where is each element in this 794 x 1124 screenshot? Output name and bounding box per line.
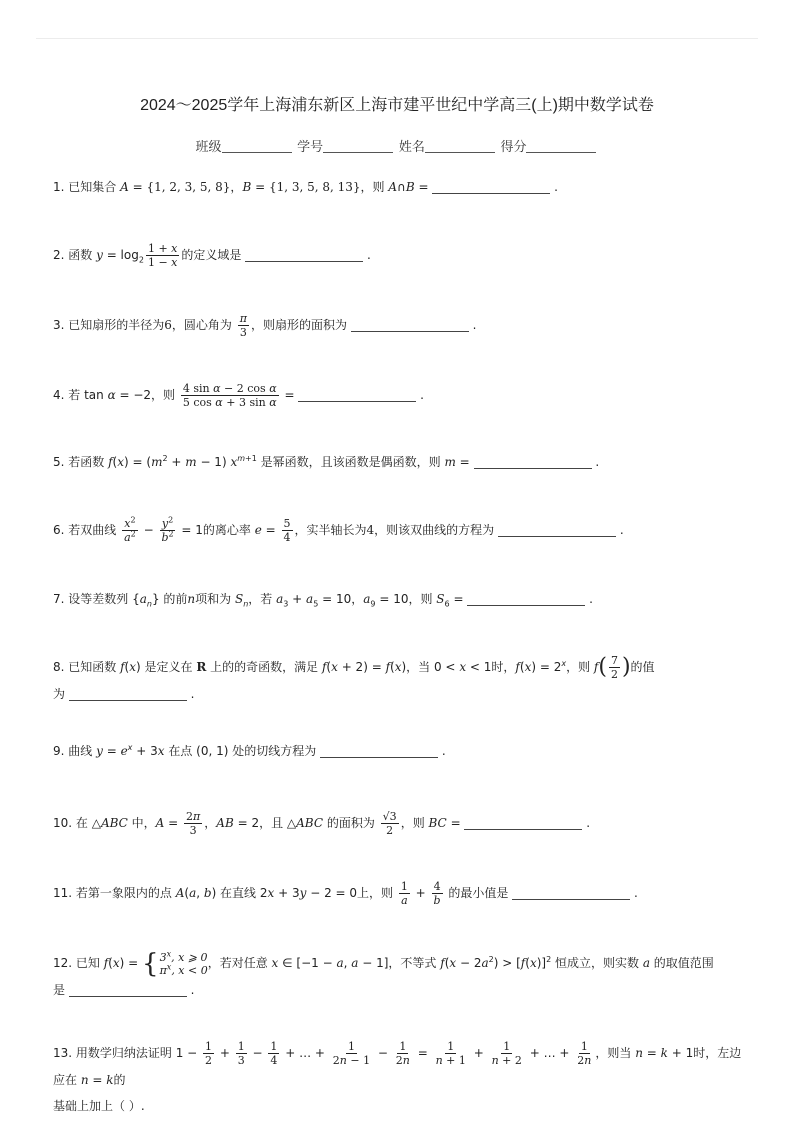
question-8: 8. 已知函数 f(x) 是定义在 R 上的的奇函数，满足 f(x + 2) = f(x)，当 0 < x < 1时，$f(x) = 2^x$，则 f( $\frac{7}{2}$ )的值 为 .	[53, 654, 655, 701]
score-blank[interactable]	[526, 140, 596, 153]
question-3: 3. 已知扇形的半径为6，圆心角为 $\frac{\pi}{3}$ ，则扇形的面积为 .	[53, 312, 477, 339]
question-11: 11. 若第一象限内的点 A(a, b) 在直线 2x + 3y − 2 = 0上，则 $\frac{1}{a}$ + $\frac{4}{b}$ 的最小值是 .	[53, 880, 638, 907]
name-blank[interactable]	[425, 140, 495, 153]
question-1: 1. 已知集合 A = {1, 2, 3, 5, 8}，B = {1, 3, 5, 8, 13}，则 A∩B = .	[53, 180, 558, 194]
score-label: 得分	[500, 139, 527, 154]
id-blank[interactable]	[323, 140, 393, 153]
header-rule	[36, 38, 758, 39]
student-info-line	[0, 136, 794, 155]
page-title: 2024～2025学年上海浦东新区上海市建平世纪中学高三(上)期中数学试卷	[140, 97, 654, 114]
class-blank[interactable]	[222, 140, 292, 153]
name-label: 姓名	[398, 139, 425, 154]
class-label: 班级	[195, 139, 222, 154]
question-6: 6. 若双曲线 $\frac{x^2}{a^2}$ − $\frac{y^2}{b^2}$ = 1的离心率 e = $\frac{5}{4}$ ，实半轴长为4，则该双曲线的方程为 .	[53, 515, 624, 544]
question-12: 12. 已知 f(x) = { 3$^x$, x ⩾ 0 $\pi^x$, x < 0 ，若对任意 x ∈ [−1 − a, a − 1]，不等式 $f(x - 2a^2) > [f(x)]^2$ 恒成立，则实数 a 的取值范围 是 .	[53, 948, 714, 997]
question-2: 2. 函数 $y = \log_2$ $\frac{1 + x}{1 - x}$ 的定义域是 .	[53, 242, 371, 269]
question-10: 10. 在 △ABC 中，A = $\frac{2\pi}{3}$ ，AB = 2，且 △ABC 的面积为 $\frac{√3}{2}$ ，则 BC = .	[53, 810, 591, 837]
question-9: 9. 曲线 $y = e^x + 3x$ 在点 (0, 1) 处的切线方程为 .	[53, 743, 446, 758]
question-5: 5. 若函数 $f(x) = (m^2 + m - 1)$ $x^{m+1}$ 是幂函数，且该函数是偶函数，则 m = .	[53, 454, 600, 469]
question-13: 13. 用数学归纳法证明 1 − $\frac{1}{2}$ + $\frac{1}{3}$ − $\frac{1}{4}$ + … + $\frac{1}{2n - 1}$ − $\frac{1}{2n}$ = $\frac{1}{n + 1}$ + $\frac{1}{n + 2}$ + … + $\frac{1}{2n}$ ，则当 n = k + 1时，左边应在 n = k的 基础上加上（ ）.	[53, 1040, 742, 1113]
question-7: 7. 设等差数列 $\{a_n\}$ 的前n项和为 $S_n$，若 $a_3 + a_5 = 10$，$a_9 = 10$，则 $S_6$ = .	[53, 592, 593, 609]
id-label: 学号	[297, 139, 324, 154]
question-4: 4. 若 tan α = −2，则 $\frac{\text{4 sin α − 2 cos α}}{\text{5 cos α + 3 sin α}}$ = .	[53, 382, 424, 409]
